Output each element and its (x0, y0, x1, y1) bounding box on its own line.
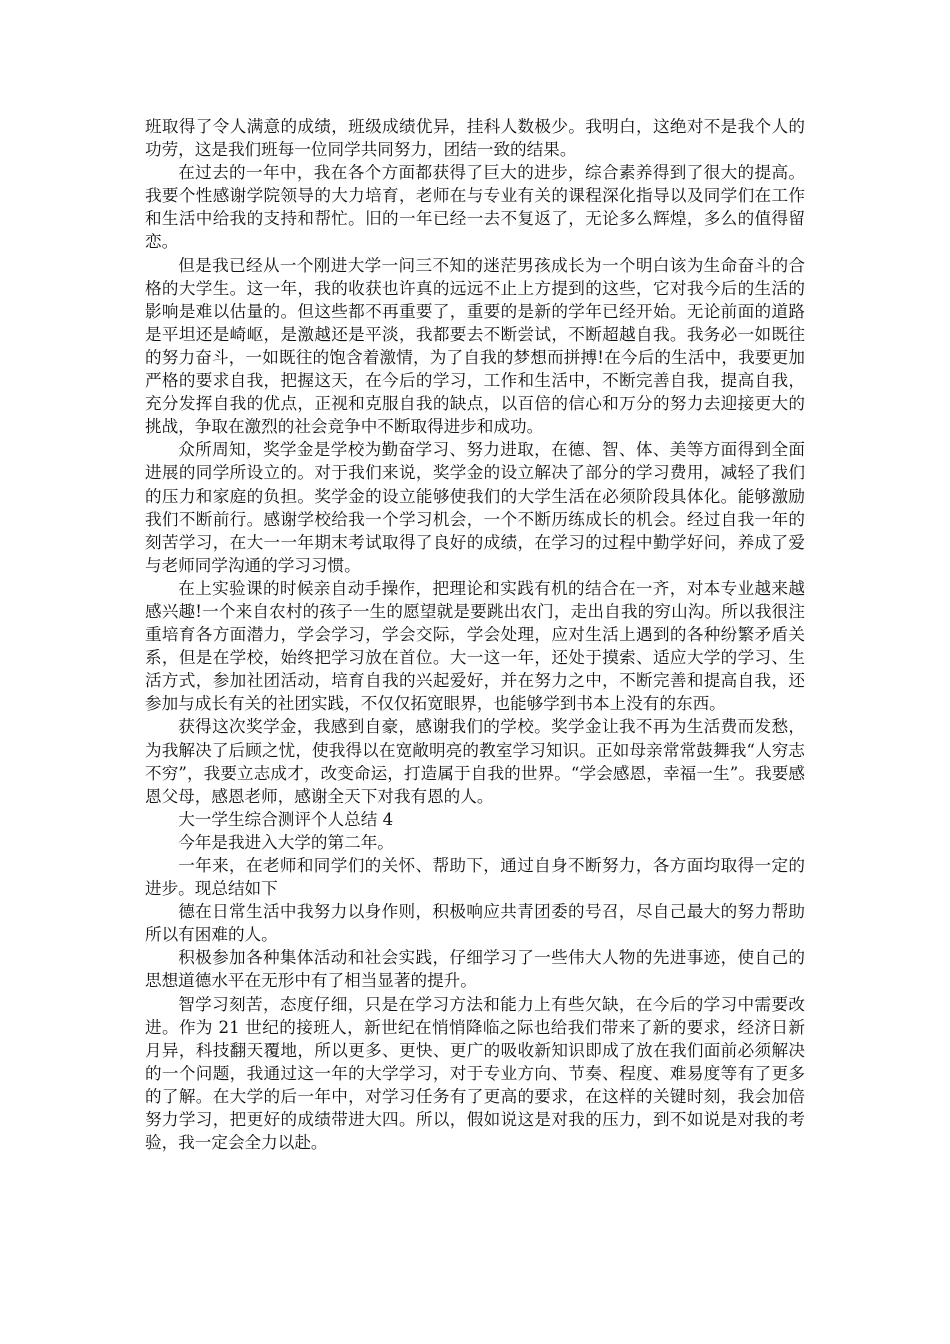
paragraph-10: 德在日常生活中我努力以身作则，积极响应共青团委的号召，尽自己最大的努力帮助所以有困难的人。 (145, 902, 805, 945)
paragraph-9: 一年来，在老师和同学们的关怀、帮助下，通过自身不断努力，各方面均取得一定的进步。现总结如下 (145, 856, 805, 899)
document-page (145, 115, 805, 1154)
paragraph-11: 积极参加各种集体活动和社会实践，仔细学习了一些伟大人物的先进事迹，使自己的思想道德水平在无形中有了相当显著的提升。 (145, 948, 805, 991)
section-heading: 大一学生综合测评个人总结 4 (178, 809, 394, 829)
paragraph-4: 众所周知，奖学金是学校为勤奋学习、努力进取，在德、智、体、美等方面得到全面进展的同学所设立的。对于我们来说，奖学金的设立解决了部分的学习费用，减轻了我们的压力和家庭的负担。奖学金的设立能够使我们的大学生活在必须阶段具体化。能够激励我们不断前行。感谢学校给我一个学习机会，一个不断历练成长的机会。经过自我一年的刻苦学习，在大一一年期末考试取得了良好的成绩，在学习的过程中勤学好问，养成了爱与老师同学沟通的学习习惯。 (145, 440, 805, 575)
paragraph-5: 在上实验课的时候亲自动手操作，把理论和实践有机的结合在一齐，对本专业越来越感兴趣!一个来自农村的孩子一生的愿望就是要跳出农门，走出自我的穷山沟。所以我很注重培育各方面潜力，学会学习，学会交际，学会处理，应对生活上遇到的各种纷繁矛盾关系，但是在学校，始终把学习放在首位。大一这一年，还处于摸索、适应大学的学习、生活方式，参加社团活动，培育自我的兴起爱好，并在努力之中，不断完善和提高自我，还参加与成长有关的社团实践，不仅仅拓宽眼界，也能够学到书本上没有的东西。 (145, 578, 805, 714)
paragraph-1: 班取得了令人满意的成绩，班级成绩优异，挂科人数极少。我明白，这绝对不是我个人的功劳，这是我们班每一位同学共同努力，团结一致的结果。 (145, 117, 805, 160)
paragraph-2: 在过去的一年中，我在各个方面都获得了巨大的进步，综合素养得到了很大的提高。我要个性感谢学院领导的大力培育，老师在与专业有关的课程深化指导以及同学们在工作和生活中给我的支持和帮忙。旧的一年已经一去不复返了，无论多么辉煌，多么的值得留恋。 (145, 163, 805, 252)
paragraph-6: 获得这次奖学金，我感到自豪，感谢我们的学校。奖学金让我不再为生活费而发愁，为我解决了后顾之忧，使我得以在宽敞明亮的教室学习知识。正如母亲常常鼓舞我“人穷志不穷”，我要立志成才，改变命运，打造属于自我的世界。“学会感恩，幸福一生”。我要感恩父母，感恩老师，感谢全天下对我有恩的人。 (145, 717, 805, 806)
paragraph-8: 今年是我进入大学的第二年。 (178, 832, 394, 852)
paragraph-12: 智学习刻苦，态度仔细，只是在学习方法和能力上有些欠缺，在今后的学习中需要改进。作为 21 世纪的接班人，新世纪在悄悄降临之际也给我们带来了新的要求，经济日新月异，科技翻天覆地，所以更多、更快、更广的吸收新知识即成了放在我们面前必须解决的一个问题，我通过这一年的大学学习，对于专业方向、节奏、程度、难易度等有了更多的了解。在大学的后一年中，对学习任务有了更高的要求，在这样的关键时刻，我会加倍努力学习，把更好的成绩带进大四。所以，假如说这是对我的压力，到不如说是对我的考验，我一定会全力以赴。 (145, 994, 805, 1153)
paragraph-3: 但是我已经从一个刚进大学一问三不知的迷茫男孩成长为一个明白该为生命奋斗的合格的大学生。这一年，我的收获也许真的远远不止上方提到的这些，它对我今后的生活的影响是难以估量的。但这些都不再重要了，重要的是新的学年已经开始。无论前面的道路是平坦还是崎岖，是激越还是平淡，我都要去不断尝试，不断超越自我。我务必一如既往的努力奋斗，一如既往的饱含着激情，为了自我的梦想而拼搏!在今后的生活中，我要更加严格的要求自我，把握这天，在今后的学习，工作和生活中，不断完善自我，提高自我，充分发挥自我的优点，正视和克服自我的缺点，以百倍的信心和万分的努力去迎接更大的挑战，争取在激烈的社会竞争中不断取得进步和成功。 (145, 255, 805, 437)
